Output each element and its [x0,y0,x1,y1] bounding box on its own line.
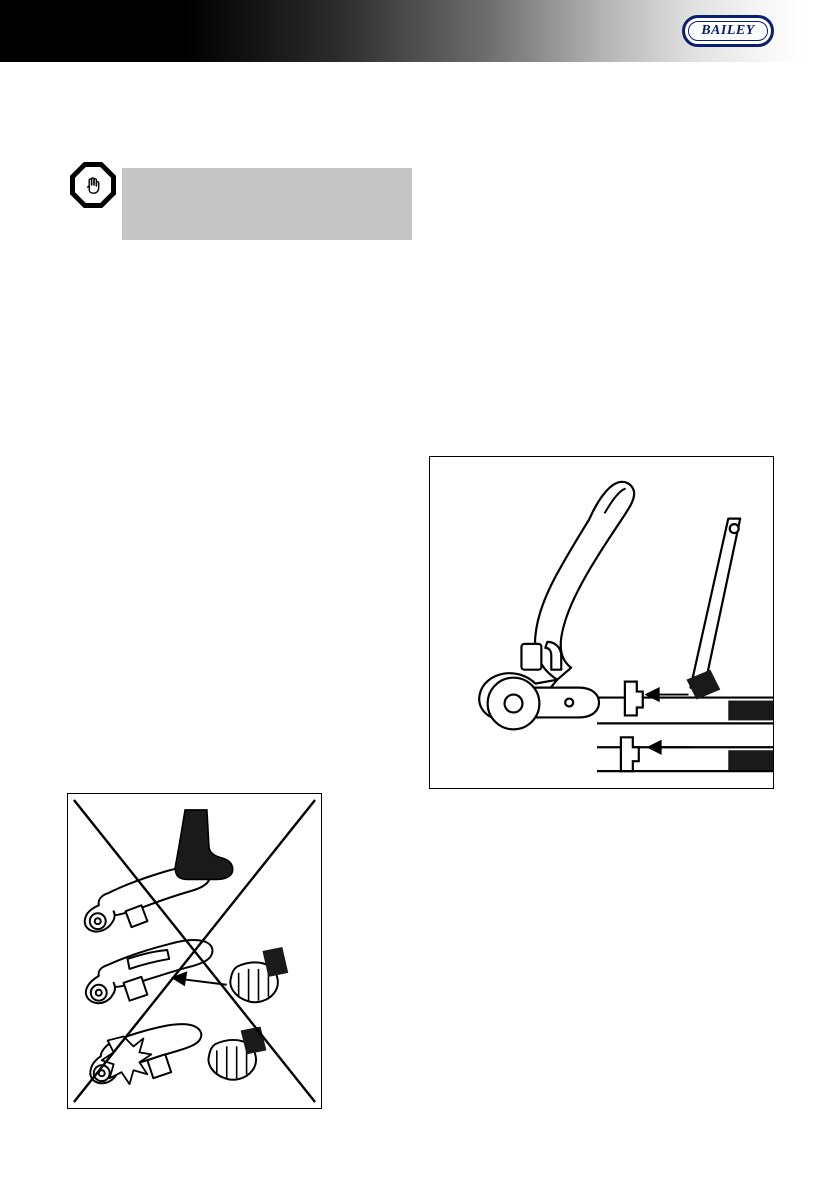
hand-stop-icon [70,162,116,208]
logo-text: BAILEY [701,23,755,38]
warning-octagon [70,162,116,208]
warning-octagon-inner [75,167,111,203]
bailey-logo [682,15,774,47]
figure-prohibited [67,793,322,1109]
warning-callout [70,162,415,244]
warning-text [122,168,412,180]
hand-glyph-icon [81,173,105,197]
logo-inner-ring [688,21,768,41]
warning-text-bar [122,168,412,240]
figure-prohibited-drawing [68,794,321,1108]
figure-jockey-wheel [429,456,774,789]
figure-jockey-wheel-drawing [430,457,773,788]
